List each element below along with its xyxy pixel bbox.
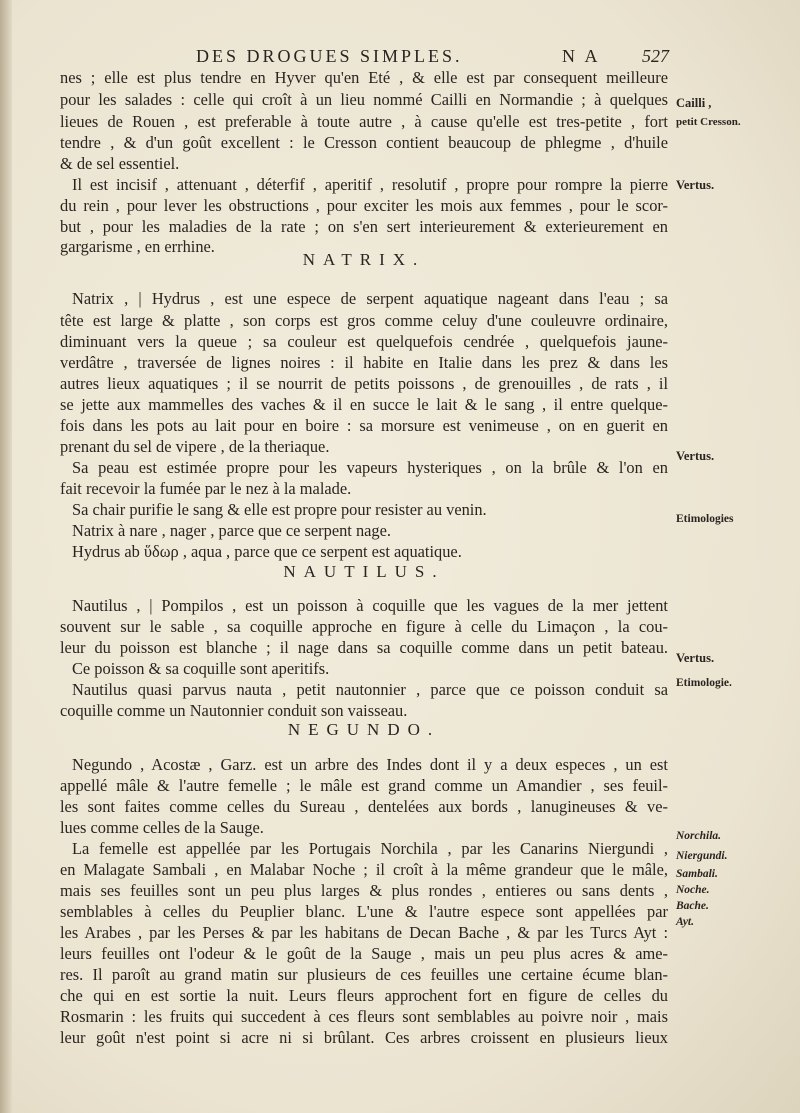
margin-note: Vertus. <box>676 651 715 665</box>
text-line: leur goût n'est point si acre ni si brûlant. Ces arbres croissent en plusieurs lieux <box>60 1028 668 1047</box>
margin-note: Ayt. <box>676 916 694 928</box>
text-line: fois dans les pots au lait pour en boire : sa morsure est venimeuse , on en guerit en <box>60 416 668 435</box>
text-line: autres lieux aquatiques ; il se nourrit de petits poissons , de grenouilles , de rats , il <box>60 374 668 393</box>
margin-note: Cailli , <box>676 96 712 110</box>
text-line: but , pour les maladies de la rate ; on s'en sert interieurement & exterieurement en <box>60 217 668 236</box>
text-line: lieues de Rouen , est preferable à toute autre , à cause qu'elle est tres-petite , fort <box>60 112 668 131</box>
margin-note: Vertus. <box>676 178 715 192</box>
margin-note: Etimologie. <box>676 677 732 689</box>
text-line: Natrix à nare , nager , parce que ce serpent nage. <box>72 521 391 540</box>
text-line: Il est incisif , attenuant , déterfif , aperitif , resolutif , propre pour rompre la pierre <box>72 175 668 194</box>
text-line: che qui en est sortie la nuit. Leurs fleurs approchent fort en figure de celles du <box>60 986 668 1005</box>
text-line: Hydrus ab ὕδωρ , aqua , parce que ce serpent est aquatique. <box>72 542 462 561</box>
text-line: les sont faites comme celles du Sureau , dentelées aux bords , lanugineuses & ve- <box>60 797 668 816</box>
text-line: semblables à celles du Peuplier blanc. L'une & l'autre espece sont appellées par <box>60 902 668 921</box>
text-line: Nautilus , | Pompilos , est un poisson à coquille que les vagues de la mer jettent <box>72 596 668 615</box>
text-line: Negundo , Acostæ , Garz. est un arbre des Indes dont il y a deux especes , un est <box>72 755 668 774</box>
text-line: tête est large & platte , son corps est gros comme celuy d'une couleuvre ordinaire, <box>60 311 668 330</box>
margin-note: petit Cresson. <box>676 116 741 128</box>
text-line: Rosmarin : les fruits qui succedent à ces fleurs sont semblables au poivre noir , mais <box>60 1007 668 1026</box>
text-line: lues comme celles de la Sauge. <box>60 818 264 837</box>
margin-note: Etimologies <box>676 513 734 525</box>
text-line: les Arabes , par les Perses & par les habitans de Decan Bache , & par les Turcs Ayt : <box>60 923 668 942</box>
text-line: pour les salades : celle qui croît à un lieu nommé Cailli en Normandie ; à quelques <box>60 90 668 109</box>
text-line: coquille comme un Nautonnier conduit son vaisseau. <box>60 701 408 720</box>
text-line: leurs feuilles ont l'odeur & le goût de la Sauge , mais un peu plus acres & ame- <box>60 944 668 963</box>
margin-note: Niergundi. <box>676 850 728 862</box>
margin-note: Bache. <box>676 900 709 912</box>
margin-note: Norchila. <box>676 830 722 842</box>
text-line: du rein , pour lever les obstructions , pour exciter les mois aux femmes , pour le scor- <box>60 196 668 215</box>
text-line: fait recevoir la fumée par le nez à la malade. <box>60 479 352 498</box>
text-line: & de sel essentiel. <box>60 154 180 173</box>
header-title: DES DROGUES SIMPLES. <box>196 46 463 66</box>
text-line: Nautilus quasi parvus nauta , petit nautonnier , parce que ce poisson conduit sa <box>72 680 668 699</box>
text-line: se jette aux mammelles des vaches & il en succe le lait & le sang , il entre quelque- <box>60 395 668 414</box>
text-line: gargarisme , en errhine. <box>60 237 215 256</box>
margin-note: Noche. <box>676 884 710 896</box>
heading-natrix: NATRIX. <box>302 250 426 269</box>
text-line: nes ; elle est plus tendre en Hyver qu'en Eté , & elle est par consequent meilleure <box>60 68 668 87</box>
page-spine-shadow <box>0 0 12 1113</box>
text-line: La femelle est appellée par les Portugais Norchila , par les Canarins Niergundi , <box>72 839 668 858</box>
text-line: Sa peau est estimée propre pour les vapeurs hysteriques , on la brûle & l'on en <box>72 458 668 477</box>
heading-negundo: NEGUNDO. <box>287 720 441 739</box>
text-line: Natrix , | Hydrus , est une espece de serpent aquatique nageant dans l'eau ; sa <box>72 289 668 308</box>
text-line: tendre , & d'un goût excellent : le Cresson contient beaucoup de phlegme , d'huile <box>60 133 668 152</box>
text-line: diminuant vers la queue ; sa couleur est quelquefois cendrée , quelquefois jaune- <box>60 332 668 351</box>
heading-nautilus: NAUTILUS. <box>283 562 445 581</box>
text-line: mais ses feuilles sont un peu plus larges & plus rondes , entieres ou sans dents , <box>60 881 668 900</box>
text-line: verdâtre , traversée de lignes noires : il habite en Italie dans les prez & dans les <box>60 353 668 372</box>
margin-note: Vertus. <box>676 449 715 463</box>
text-line: souvent sur le sable , sa coquille approche en figure à celle du Limaçon , la cou- <box>60 617 668 636</box>
text-line: Ce poisson & sa coquille sont aperitifs. <box>72 659 330 678</box>
text-line: res. Il paroît au grand matin sur plusieurs de ces feuilles une certaine écume blan- <box>60 965 668 984</box>
margin-note: Sambali. <box>676 868 718 880</box>
text-line: leur du poisson est blanche ; il nage dans sa coquille comme dans un petit bateau. <box>60 638 668 657</box>
text-line: prenant du sel de vipere , de la theriaque. <box>60 437 330 456</box>
text-line: Sa chair purifie le sang & elle est propre pour resister au venin. <box>72 500 487 519</box>
header-section: N A <box>562 46 601 66</box>
text-line: en Malagate Sambali , en Malabar Noche ; il croît à la même grandeur que le mâle, <box>60 860 668 879</box>
page-number: 527 <box>642 46 669 66</box>
text-line: appellé mâle & l'autre femelle ; le mâle est grand comme un Amandier , ses feuil- <box>60 776 668 795</box>
